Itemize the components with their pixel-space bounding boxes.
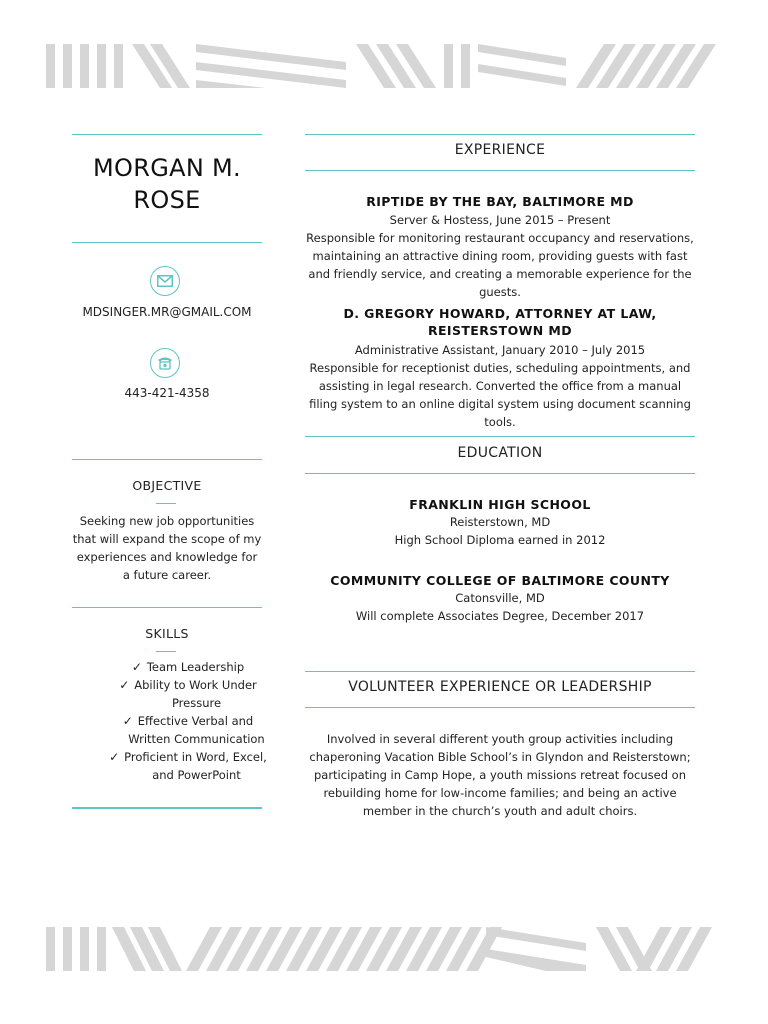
job-description: Responsible for monitoring restaurant occupancy and reservations, maintaining an attractive dining room, providing guests with fast and friendly service, and creating a memorable experience for the guests.: [306, 231, 694, 299]
job-title: D. GREGORY HOWARD, ATTORNEY AT LAW, REISTERSTOWN MD: [343, 306, 657, 338]
objective-heading: OBJECTIVE: [132, 478, 202, 493]
email-text: MDSINGER.MR@GMAIL.COM: [82, 305, 252, 319]
school-detail: Will complete Associates Degree, December 2017: [355, 609, 645, 623]
education-top-rule: [305, 436, 695, 437]
telephone-icon: [150, 348, 180, 378]
skills-accent-rule: [156, 651, 176, 652]
checkmark-icon: ✓: [109, 750, 120, 764]
school-detail: High School Diploma earned in 2012: [394, 533, 606, 547]
bottom-stripe-band: [46, 927, 718, 971]
skill-item: [98, 676, 273, 712]
experience-bottom-rule: [305, 170, 695, 171]
skill-item: [98, 712, 273, 748]
checkmark-icon: ✓: [131, 660, 142, 674]
left-bottom-rule: [72, 807, 262, 809]
skills-heading: SKILLS: [145, 626, 189, 641]
volunteer-top-rule: [305, 671, 695, 672]
objective-text: Seeking new job opportunities that will expand the scope of my experiences and knowledge for a future career.: [72, 514, 262, 582]
left-top-rule: [72, 134, 262, 135]
checkmark-icon: ✓: [122, 714, 133, 728]
phone-text: 443-421-4358: [124, 386, 210, 400]
school-location: Catonsville, MD: [455, 591, 545, 605]
name-bottom-rule: [72, 242, 262, 243]
education-heading: EDUCATION: [457, 445, 543, 461]
skills-list: [98, 658, 273, 784]
volunteer-text: Involved in several different youth group activities including chaperoning Vacation Bible School’s in Glyndon and Reisterstown; participating in Camp Hope, a youth missions retreat focused on rebuilding home for low-income families; and being an active member in the church’s youth and adult choirs.: [309, 732, 691, 818]
volunteer-bottom-rule: [305, 707, 695, 708]
experience-heading: EXPERIENCE: [454, 142, 546, 158]
job-title: RIPTIDE BY THE BAY, BALTIMORE MD: [366, 194, 634, 209]
candidate-name: MORGAN M. ROSE: [93, 154, 241, 214]
skill-item: [98, 658, 273, 676]
job-role: Server & Hostess, June 2015 – Present: [389, 213, 611, 227]
job-description: Responsible for receptionist duties, scheduling appointments, and assisting in legal research. Converted the office from a manual filing system to an online digital system using document scanning tools.: [309, 361, 691, 429]
school-location: Reisterstown, MD: [449, 515, 551, 529]
skill-label: Proficient in Word, Excel, and PowerPoint: [124, 750, 267, 782]
school-name: COMMUNITY COLLEGE OF BALTIMORE COUNTY: [330, 573, 670, 588]
top-stripe-band: [46, 44, 718, 88]
skill-item: [98, 748, 273, 784]
school-name: FRANKLIN HIGH SCHOOL: [409, 497, 591, 512]
skill-label: Ability to Work Under Pressure: [134, 678, 257, 710]
volunteer-heading: VOLUNTEER EXPERIENCE OR LEADERSHIP: [348, 679, 652, 695]
envelope-icon: [150, 266, 180, 296]
skill-label: Effective Verbal and Written Communication: [128, 714, 265, 746]
objective-accent-rule: [156, 503, 176, 504]
experience-top-rule: [305, 134, 695, 135]
objective-top-rule: [72, 459, 262, 460]
skills-top-rule: [72, 607, 262, 608]
education-bottom-rule: [305, 473, 695, 474]
job-role: Administrative Assistant, January 2010 – July 2015: [354, 343, 646, 357]
skill-label: Team Leadership: [146, 660, 245, 674]
checkmark-icon: ✓: [119, 678, 130, 692]
